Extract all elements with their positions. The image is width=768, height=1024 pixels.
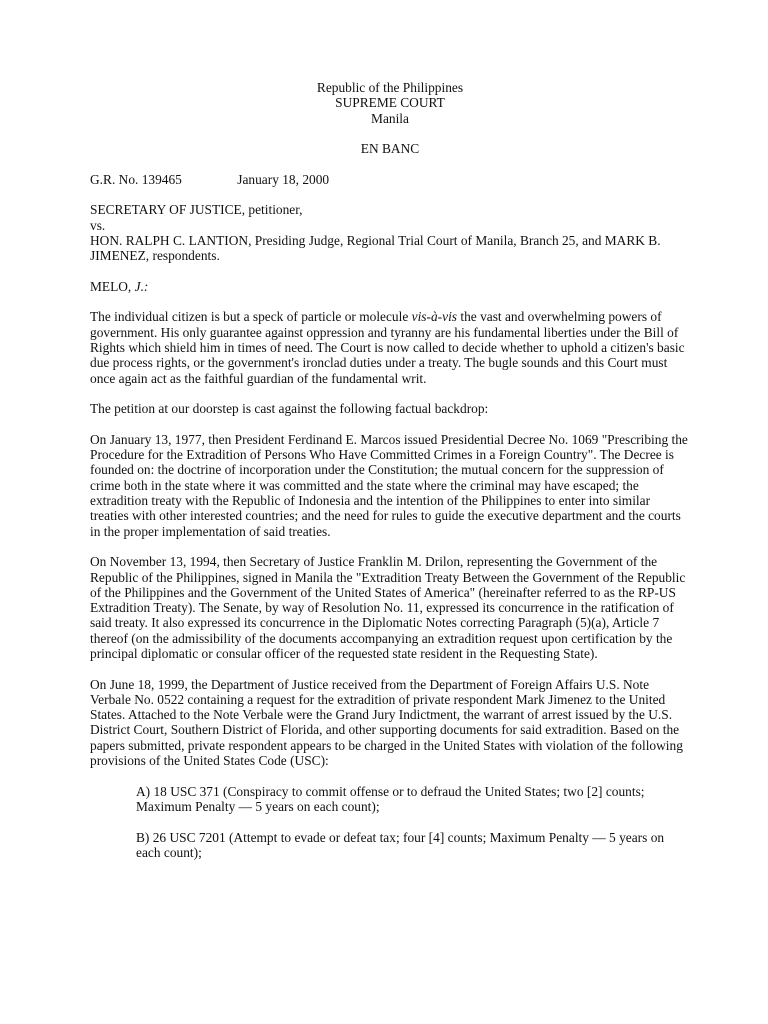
paragraph-intro (90, 309, 690, 385)
ponente-line (90, 279, 690, 294)
paragraph-intro-part-1: The individual citizen is but a speck of particle or molecule (90, 309, 412, 325)
case-line (90, 172, 690, 187)
respondents: HON. RALPH C. LANTION, Presiding Judge, Regional Trial Court of Manila, Branch 25, and MARK B. JIMENEZ, respondents. (90, 232, 661, 264)
charge-item: B) 26 USC 7201 (Attempt to evade or defeat tax; four [4] counts; Maximum Penalty — 5 years on each count); (136, 829, 665, 860)
republic-line: Republic of the Philippines (316, 80, 464, 95)
division-label: EN BANC (360, 141, 420, 157)
paragraph-intro-part-2: the vast and overwhelming powers of government. His only guarantee against oppression and tyranny are his fundamental liberties under the Bill of Rights which shield him in times of need. The Court is now called to decide whether to uphold a citizen's basic due process rights, or the government's ironclad duties under a treaty. The bugle sounds and this Court must once again act as the faithful guardian of the fundamental writ. (90, 309, 685, 386)
paragraph-treaty: On November 13, 1994, then Secretary of Justice Franklin M. Drilon, representing the Government of the Republic of the Philippines, signed in Manila the "Extradition Treaty Between the Government of the Republic of the Philippines and the Government of the United States of America" (hereinafter referred to as the RP-US Extradition Treaty). The Senate, by way of Resolution No. 11, expressed its concurrence in the ratification of said treaty. It also expressed its concurrence in the Diplomatic Notes correcting Paragraph (5)(a), Article 7 thereof (on the admissibility of the documents accompanying an extradition request upon certification by the principal diplomatic or consular officer of the requested state resident in the Requesting State). (90, 554, 686, 661)
case-date: January 18, 2000 (237, 171, 330, 187)
paragraph-backdrop: The petition at our doorstep is cast against the following factual backdrop: (90, 401, 489, 417)
court-header (90, 80, 690, 126)
paragraph-decree: On January 13, 1977, then President Ferdinand E. Marcos issued Presidential Decree No. 1069 "Prescribing the Procedure for the Extradition of Persons Who Have Committed Crimes in a Foreign Country". The Decree is founded on: the doctrine of incorporation under the Constitution; the mutual concern for the suppression of crime both in the state where it was committed and the state where the criminal may have escaped; the extradition treaty with the Republic of Indonesia and the intention of the Philippines to enter into similar treaties with other interested countries; and the need for rules to guide the executive department and the courts in the proper implementation of said treaties. (90, 431, 688, 539)
paragraph-request: On June 18, 1999, the Department of Justice received from the Department of Foreign Affairs U.S. Note Verbale No. 0522 containing a request for the extradition of private respondent Mark Jimenez to the United States. Attached to the Note Verbale were the Grand Jury Indictment, the warrant of arrest issued by the U.S. District Court, Southern District of Florida, and other supporting documents for said extradition. Based on the papers submitted, private respondent appears to be charged in the United States with violation of the following provisions of the United States Code (USC): (90, 676, 683, 769)
parties-block (90, 202, 690, 263)
court-city: Manila (371, 110, 409, 126)
case-number: G.R. No. 139465 (90, 171, 182, 187)
paragraph-intro-italic: vis-à-vis (411, 309, 458, 325)
charge-item: A) 18 USC 371 (Conspiracy to commit offense or to defraud the United States; two [2] counts; Maximum Penalty — 5 years on each count); (136, 783, 645, 814)
versus: vs. (90, 217, 106, 233)
petitioner: SECRETARY OF JUSTICE, petitioner, (90, 202, 303, 218)
court-name: SUPREME COURT (335, 95, 445, 111)
ponente-name: MELO, (90, 278, 135, 294)
ponente-title: J.: (134, 278, 149, 294)
document-page (90, 80, 690, 875)
